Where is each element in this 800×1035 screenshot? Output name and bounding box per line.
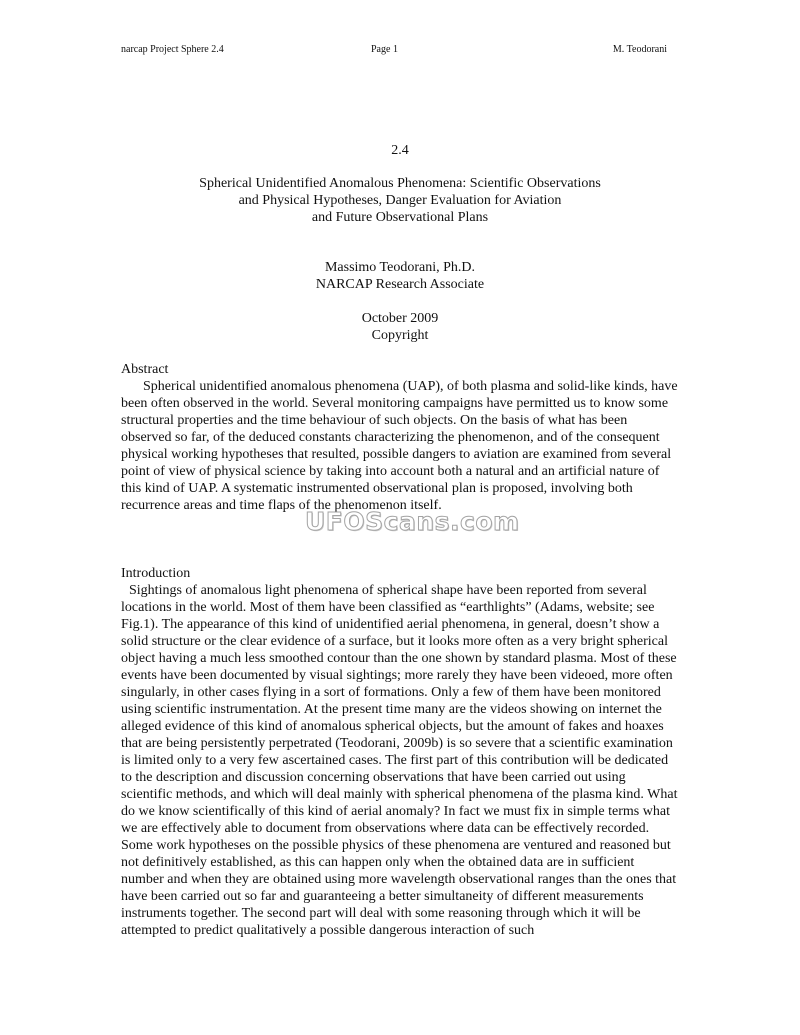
page-header — [121, 43, 667, 57]
date-block — [121, 310, 679, 344]
author-name: Massimo Teodorani, Ph.D. — [324, 260, 476, 275]
watermark-logo: UFOScans.com — [305, 507, 520, 536]
abstract-heading: Abstract — [121, 362, 169, 377]
title-line: and Physical Hypotheses, Danger Evaluation for Aviation — [238, 193, 562, 208]
introduction-body — [121, 582, 679, 939]
author-affiliation: NARCAP Research Associate — [315, 277, 485, 292]
publication-date: October 2009 — [361, 311, 439, 326]
title-line: and Future Observational Plans — [311, 210, 489, 225]
header-page-number: Page 1 — [371, 44, 398, 55]
abstract-paragraph: Spherical unidentified anomalous phenomena (UAP), of both plasma and solid-like kinds, have been often observed in the world. Several monitoring campaigns have permitted us to know some structural properties and the time behaviour of such objects. On the basis of what has been observed so far, of the deduced constants characterizing the phenomenon, and of the consequent physical working hypotheses that resulted, possible dangers to aviation are examined from several point of view of physical science by taking into account both a natural and an artificial nature of this kind of UAP. A systematic instrumented observational plan is proposed, involving both recurrence areas and time flaps of the phenomenon itself. — [121, 379, 678, 513]
paper-title — [121, 175, 679, 226]
title-line: Spherical Unidentified Anomalous Phenomena: Scientific Observations — [199, 176, 601, 191]
introduction-paragraph: Sightings of anomalous light phenomena of spherical shape have been reported from several locations in the world. Most of them have been classified as “earthlights” (Adams, website; see Fig.1). The appearance of this kind of unidentified aerial phenomena, in general, doesn’t show a solid structure or the clear evidence of a surface, but it looks more often as a very bright spherical object having a much less smoothed contour than the one shown by standard plasma. Most of these events have been documented by visual sightings; more rarely they have been videoed, more often singularly, in other cases flying in a sort of formations. Only a few of them have been monitored using scientific instrumentation. At the present time many are the videos showing on internet the alleged evidence of this kind of anomalous spherical objects, but the amount of fakes and hoaxes that are being persistently perpetrated (Teodorani, 2009b) is so severe that a scientific examination is limited only to a very few ascertained cases. The first part of this contribution will be dedicated to the description and discussion concerning observations that have been carried out using scientific methods, and which will deal mainly with spherical phenomena of the plasma kind. What do we know scientifically of this kind of aerial anomaly? In fact we must fix in simple terms what we are effectively able to document from observations where data can be effectively recorded. Some work hypotheses on the possible physics of these phenomena are ventured and reasoned but not definitively established, as this can happen only when the obtained data are in sufficient number and when they are obtained using more wavelength observational ranges than the ones that have been carried out so far and guaranteeing a better simultaneity of different measurements instruments together. The second part will deal with some reasoning through which it will be attempted to predict qualitatively a possible dangerous interaction of such — [121, 583, 678, 938]
header-author: M. Teodorani — [612, 44, 667, 55]
author-block — [121, 259, 679, 293]
section-number: 2.4 — [391, 143, 409, 158]
abstract-body — [121, 378, 679, 514]
copyright-notice: Copyright — [371, 328, 429, 343]
introduction-heading: Introduction — [121, 566, 191, 581]
header-project-name: narcap Project Sphere 2.4 — [121, 44, 224, 55]
